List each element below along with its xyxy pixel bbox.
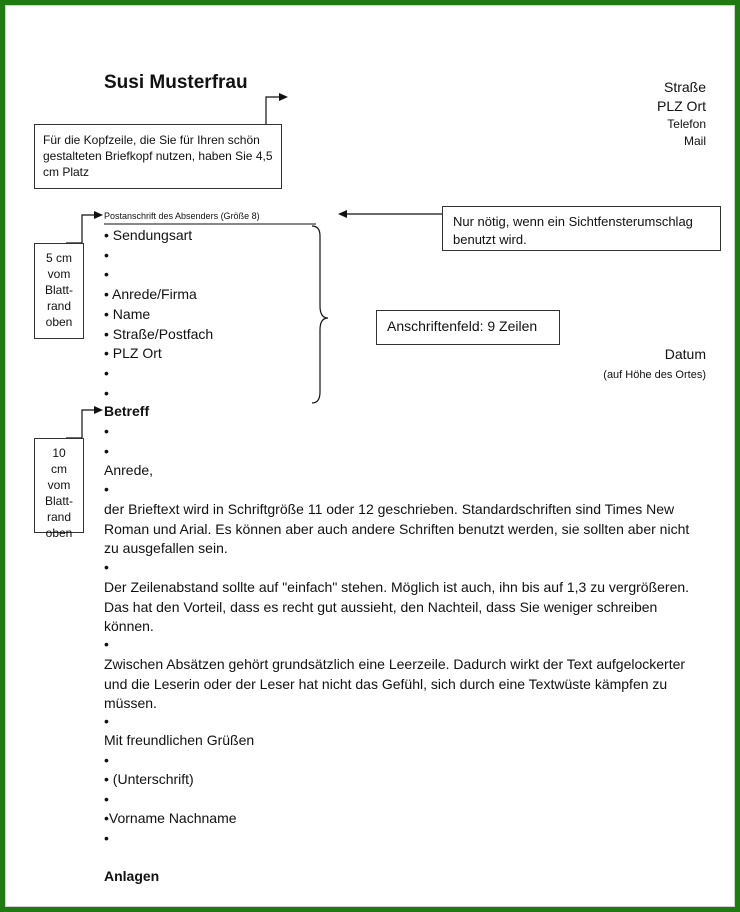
enclosures: Anlagen	[104, 868, 160, 884]
betreff: Betreff	[104, 403, 150, 419]
bullet-line: •	[104, 713, 109, 729]
kopfzeile-note: Für die Kopfzeile, die Sie für Ihren schön gestalteten Briefkopf nutzen, haben Sie 4,5 cm Platz	[34, 124, 282, 189]
bullet-line: •	[104, 752, 109, 768]
sender-mail: Mail	[683, 134, 706, 148]
date-hint: (auf Höhe des Ortes)	[603, 369, 706, 381]
sender-city: PLZ Ort	[656, 98, 706, 114]
bullet-line: •	[104, 791, 109, 807]
address-line: • PLZ Ort	[104, 345, 162, 362]
bullet-line: •	[104, 481, 109, 497]
date-label: Datum	[664, 346, 706, 362]
address-line: • Straße/Postfach	[104, 325, 214, 342]
address-line: • Sendungsart	[104, 227, 193, 243]
paragraph-3: Zwischen Absätzen gehört grundsätzlich eine Leerzeile. Dadurch wirkt der Text aufgelockerter und die Leserin oder der Leser hat nicht das Gefühl, sich durch eine Textwüste kämpfen zu müssen.	[104, 656, 686, 711]
bullet-line: •	[104, 830, 109, 846]
address-line: •	[104, 246, 109, 263]
abstand-10cm-note: 10 cm vom Blatt-rand oben	[34, 438, 84, 533]
address-line: •	[104, 266, 109, 283]
sender-return-line: Postanschrift des Absenders (Größe 8)	[104, 211, 260, 221]
paragraph-1: der Brieftext wird in Schriftgröße 11 oder 12 geschrieben. Standardschriften sind Times New Roman und Arial. Es können aber auch andere Schriften benutzt werden, sie sollten aber nicht zu ausgefallen sein.	[104, 501, 690, 556]
closing: Mit freundlichen Grüßen	[104, 732, 255, 748]
bullet-line: •	[104, 636, 109, 652]
bullet-line: •	[104, 559, 109, 575]
salutation: Anrede,	[104, 462, 154, 478]
paragraph-2: Der Zeilenabstand sollte auf "einfach" stehen. Möglich ist auch, ihn bis auf 1,3 zu vergrößeren. Das hat den Vorteil, dass es recht gut aussieht, den Nachteil, dass Sie weniger schreiben können.	[104, 579, 690, 634]
sender-phone: Telefon	[667, 117, 706, 131]
bullet-line: •	[104, 443, 109, 459]
abstand-5cm-note: 5 cm vom Blatt-rand oben	[34, 243, 84, 339]
sichtfenster-note: Nur nötig, wenn ein Sichtfensterumschlag benutzt wird.	[442, 206, 721, 251]
bullet-line: •	[104, 423, 109, 439]
sender-street: Straße	[663, 79, 706, 95]
address-line: •	[104, 384, 109, 401]
address-line: •	[104, 364, 109, 381]
full-name: •Vorname Nachname	[104, 810, 237, 826]
address-line: • Anrede/Firma	[104, 286, 197, 303]
sender-name: Susi Musterfrau	[104, 72, 248, 93]
anschriftenfeld-note: Anschriftenfeld: 9 Zeilen	[376, 310, 560, 345]
address-line: • Name	[104, 305, 151, 322]
signature-line: • (Unterschrift)	[104, 771, 194, 787]
